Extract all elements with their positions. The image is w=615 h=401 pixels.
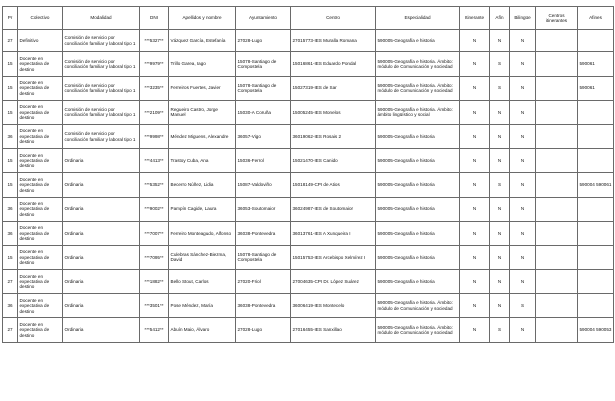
cell-afin: N — [490, 245, 510, 269]
cell-afin: S — [490, 76, 510, 100]
cell-afin: N — [490, 197, 510, 221]
cell-centros-itinerantes — [536, 197, 578, 221]
cell-centro: 15005245-IES Monelos — [291, 100, 376, 124]
cell-colectivo: Docente en expectativa de destino — [18, 197, 63, 221]
cell-afin: S — [490, 173, 510, 197]
cell-ayuntamiento: 27020-Friol — [236, 270, 291, 294]
column-header-centros-itinerantes: Centros itinerantes — [536, 7, 578, 30]
cell-dni: ***5412** — [140, 318, 169, 342]
cell-ayuntamiento: 36038-Pontevedra — [236, 294, 291, 318]
cell-itinerante: N — [460, 100, 490, 124]
table-row — [3, 197, 614, 221]
cell-colectivo: Docente en expectativa de destino — [18, 149, 63, 173]
cell-dni: ***7007** — [140, 221, 169, 245]
cell-colectivo: Docente en expectativa de destino — [18, 52, 63, 76]
cell-pr: 15 — [3, 245, 18, 269]
cell-dni: ***5352** — [140, 173, 169, 197]
cell-centro: 15027319-IES de Sar — [291, 76, 376, 100]
cell-modalidad: Ordinaria — [63, 149, 140, 173]
cell-centros-itinerantes — [536, 173, 578, 197]
cell-dni: ***9998** — [140, 124, 169, 148]
cell-afines — [578, 221, 614, 245]
table-row — [3, 270, 614, 294]
cell-afines — [578, 270, 614, 294]
cell-colectivo: Docente en expectativa de destino — [18, 221, 63, 245]
cell-afines — [578, 149, 614, 173]
header-row — [3, 7, 614, 30]
cell-afines — [578, 197, 614, 221]
cell-centro: 36006419-IES Montecelo — [291, 294, 376, 318]
cell-ayuntamiento: 36053-Soutomaior — [236, 197, 291, 221]
cell-afin: N — [490, 221, 510, 245]
table-row — [3, 294, 614, 318]
cell-pr: 36 — [3, 221, 18, 245]
cell-modalidad: Ordinaria — [63, 270, 140, 294]
column-header-modalidad: Modalidad — [63, 7, 140, 30]
cell-especialidad: 590005-Geografía e historia. Ámbito: módulo de Comunicación y sociedad — [376, 76, 460, 100]
cell-apellidos-nombre: Abuín Maio, Álvaro — [169, 318, 236, 342]
cell-ayuntamiento: 15078-Santiago de Compostela — [236, 52, 291, 76]
table-row — [3, 30, 614, 52]
cell-itinerante: N — [460, 294, 490, 318]
table-row — [3, 100, 614, 124]
cell-bilingue: N — [510, 76, 536, 100]
cell-itinerante: N — [460, 149, 490, 173]
cell-apellidos-nombre: Ferreiros Fuertes, Javier — [169, 76, 236, 100]
cell-ayuntamiento: 15078-Santiago de Compostela — [236, 245, 291, 269]
cell-especialidad: 590005-Geografía e historia — [376, 30, 460, 52]
column-header-bilingue: Bilingüe — [510, 7, 536, 30]
column-header-afines: Afines — [578, 7, 614, 30]
cell-colectivo: Docente en expectativa de destino — [18, 76, 63, 100]
cell-apellidos-nombre: Regueiro Castro, Jorge Manuel — [169, 100, 236, 124]
cell-apellidos-nombre: Culebras Sánchez-Biezma, David — [169, 245, 236, 269]
cell-pr: 15 — [3, 52, 18, 76]
cell-centro: 15018149-CPI de Atios — [291, 173, 376, 197]
table-row — [3, 76, 614, 100]
cell-modalidad: Comisión de servicio por conciliación familiar y laboral tipo 1 — [63, 76, 140, 100]
cell-centros-itinerantes — [536, 149, 578, 173]
cell-bilingue: N — [510, 318, 536, 342]
cell-bilingue: N — [510, 100, 536, 124]
cell-pr: 27 — [3, 270, 18, 294]
cell-itinerante: N — [460, 76, 490, 100]
table-row — [3, 221, 614, 245]
cell-ayuntamiento: 15078-Santiago de Compostela — [236, 76, 291, 100]
cell-pr: 27 — [3, 318, 18, 342]
cell-dni: ***3235** — [140, 76, 169, 100]
cell-dni: ***9002** — [140, 197, 169, 221]
cell-centro: 36019062-IES Rosais 2 — [291, 124, 376, 148]
column-header-pr: Pr — [3, 7, 18, 30]
cell-modalidad: Ordinaria — [63, 318, 140, 342]
cell-afin: N — [490, 149, 510, 173]
cell-bilingue: S — [510, 294, 536, 318]
cell-afin: N — [490, 270, 510, 294]
cell-afin: N — [490, 100, 510, 124]
cell-modalidad: Comisión de servicio por conciliación familiar y laboral tipo 1 — [63, 52, 140, 76]
cell-centro: 36013761-IES A Xunqueira I — [291, 221, 376, 245]
cell-bilingue: N — [510, 124, 536, 148]
cell-itinerante: N — [460, 270, 490, 294]
cell-itinerante: N — [460, 30, 490, 52]
cell-apellidos-nombre: Bello Stout, Carlos — [169, 270, 236, 294]
cell-apellidos-nombre: Trillo Garea, Iago — [169, 52, 236, 76]
cell-ayuntamiento: 15087-Valdoviño — [236, 173, 291, 197]
cell-colectivo: Docente en expectativa de destino — [18, 270, 63, 294]
cell-dni: ***4413** — [140, 149, 169, 173]
cell-dni: ***3501** — [140, 294, 169, 318]
cell-itinerante: N — [460, 318, 490, 342]
table-row — [3, 149, 614, 173]
table-row — [3, 173, 614, 197]
column-header-colectivo: Colectivo — [18, 7, 63, 30]
cell-especialidad: 590005-Geografía e historia. Ámbito: módulo de Comunicación y sociedad — [376, 294, 460, 318]
cell-pr: 36 — [3, 197, 18, 221]
cell-afines — [578, 30, 614, 52]
cell-afin: N — [490, 294, 510, 318]
cell-bilingue: N — [510, 221, 536, 245]
cell-pr: 15 — [3, 149, 18, 173]
cell-pr: 15 — [3, 100, 18, 124]
cell-afin: N — [490, 124, 510, 148]
cell-modalidad: Ordinaria — [63, 197, 140, 221]
cell-centro: 27015773-IES Muralla Romana — [291, 30, 376, 52]
cell-modalidad: Ordinaria — [63, 221, 140, 245]
cell-centro: 27016455-IES Sanxillao — [291, 318, 376, 342]
cell-dni: ***5327** — [140, 30, 169, 52]
cell-centros-itinerantes — [536, 270, 578, 294]
cell-modalidad: Comisión de servicio por conciliación familiar y laboral tipo 1 — [63, 100, 140, 124]
cell-bilingue: N — [510, 173, 536, 197]
cell-dni: ***7095** — [140, 245, 169, 269]
cell-bilingue: N — [510, 149, 536, 173]
cell-ayuntamiento: 15036-Ferrol — [236, 149, 291, 173]
column-header-especialidad: Especialidad — [376, 7, 460, 30]
cell-especialidad: 590005-Geografía e historia — [376, 124, 460, 148]
cell-itinerante: N — [460, 124, 490, 148]
cell-modalidad: Comisión de servicio por conciliación familiar y laboral tipo 1 — [63, 124, 140, 148]
cell-especialidad: 590005-Geografía e historia. Ámbito: módulo de Comunicación y sociedad — [376, 318, 460, 342]
cell-colectivo: Docente en expectativa de destino — [18, 173, 63, 197]
cell-itinerante: N — [460, 52, 490, 76]
cell-colectivo: Docente en expectativa de destino — [18, 294, 63, 318]
cell-apellidos-nombre: Méndez Miguens, Alexandre — [169, 124, 236, 148]
cell-afin: S — [490, 318, 510, 342]
cell-centro: 15021470-IES Canido — [291, 149, 376, 173]
cell-especialidad: 590005-Geografía e historia. Ámbito: módulo de Comunicación y sociedad — [376, 52, 460, 76]
cell-especialidad: 590005-Geografía e historia — [376, 245, 460, 269]
table-body — [3, 30, 614, 342]
cell-centros-itinerantes — [536, 294, 578, 318]
table-row — [3, 245, 614, 269]
cell-dni: ***2109** — [140, 100, 169, 124]
cell-apellidos-nombre: Trastoy Cuba, Ana — [169, 149, 236, 173]
cell-itinerante: N — [460, 173, 490, 197]
cell-especialidad: 590005-Geografía e historia — [376, 149, 460, 173]
cell-pr: 36 — [3, 124, 18, 148]
cell-ayuntamiento: 36057-Vigo — [236, 124, 291, 148]
cell-centro: 15015753-IES Arcebispo Xelmírez I — [291, 245, 376, 269]
cell-centros-itinerantes — [536, 76, 578, 100]
cell-afines: 590061 — [578, 76, 614, 100]
cell-centros-itinerantes — [536, 100, 578, 124]
cell-centros-itinerantes — [536, 124, 578, 148]
cell-colectivo: Docente en expectativa de destino — [18, 318, 63, 342]
cell-pr: 15 — [3, 173, 18, 197]
cell-centros-itinerantes — [536, 52, 578, 76]
cell-ayuntamiento: 27028-Lugo — [236, 30, 291, 52]
cell-afines — [578, 245, 614, 269]
cell-centros-itinerantes — [536, 245, 578, 269]
cell-afin: S — [490, 52, 510, 76]
cell-itinerante: N — [460, 197, 490, 221]
cell-afin: N — [490, 30, 510, 52]
cell-apellidos-nombre: Pose Méndez, María — [169, 294, 236, 318]
cell-dni: ***9979** — [140, 52, 169, 76]
cell-itinerante: N — [460, 221, 490, 245]
cell-afines: 590061 — [578, 52, 614, 76]
column-header-apellidos-nombre: Apellidos y nombre — [169, 7, 236, 30]
cell-especialidad: 590005-Geografía e historia — [376, 270, 460, 294]
cell-centro: 27004635-CPI Dr. López Suárez — [291, 270, 376, 294]
cell-especialidad: 590005-Geografía e historia — [376, 221, 460, 245]
cell-afines: 590004 590053 — [578, 318, 614, 342]
table-row — [3, 124, 614, 148]
cell-afines — [578, 124, 614, 148]
cell-afines — [578, 294, 614, 318]
column-header-afin: Afín — [490, 7, 510, 30]
cell-apellidos-nombre: Becerro Núñez, Lidia — [169, 173, 236, 197]
cell-centros-itinerantes — [536, 221, 578, 245]
cell-pr: 15 — [3, 76, 18, 100]
cell-apellidos-nombre: Ferreiro Monteagudo, Alfonso — [169, 221, 236, 245]
cell-especialidad: 590005-Geografía e historia. Ámbito: ámbito lingüístico y social — [376, 100, 460, 124]
cell-centros-itinerantes — [536, 30, 578, 52]
cell-pr: 36 — [3, 294, 18, 318]
column-header-dni: DNI — [140, 7, 169, 30]
cell-modalidad: Ordinaria — [63, 173, 140, 197]
cell-apellidos-nombre: Vázquez García, Estefanía — [169, 30, 236, 52]
cell-apellidos-nombre: Pampín Cagide, Laura — [169, 197, 236, 221]
assignments-table — [2, 6, 614, 343]
cell-modalidad: Ordinaria — [63, 245, 140, 269]
cell-centros-itinerantes — [536, 318, 578, 342]
cell-centro: 15016861-IES Eduardo Pondal — [291, 52, 376, 76]
cell-ayuntamiento: 36038-Pontevedra — [236, 221, 291, 245]
cell-bilingue: N — [510, 30, 536, 52]
cell-especialidad: 590005-Geografía e historia — [376, 197, 460, 221]
cell-colectivo: Docente en expectativa de destino — [18, 124, 63, 148]
cell-modalidad: Comisión de servicio por conciliación familiar y laboral tipo 1 — [63, 30, 140, 52]
cell-colectivo: Docente en expectativa de destino — [18, 100, 63, 124]
cell-centro: 36024987-IES de Soutomaior — [291, 197, 376, 221]
column-header-ayuntamiento: Ayuntamiento — [236, 7, 291, 30]
cell-dni: ***1882** — [140, 270, 169, 294]
cell-bilingue: N — [510, 197, 536, 221]
cell-afines: 590004 590061 — [578, 173, 614, 197]
column-header-centro: Centro — [291, 7, 376, 30]
cell-bilingue: N — [510, 270, 536, 294]
cell-ayuntamiento: 15030-A Coruña — [236, 100, 291, 124]
cell-colectivo: Docente en expectativa de destino — [18, 245, 63, 269]
cell-especialidad: 590005-Geografía e historia — [376, 173, 460, 197]
cell-ayuntamiento: 27028-Lugo — [236, 318, 291, 342]
cell-itinerante: N — [460, 245, 490, 269]
table-row — [3, 318, 614, 342]
cell-colectivo: Definitivo — [18, 30, 63, 52]
column-header-itinerante: Itinerante — [460, 7, 490, 30]
cell-pr: 27 — [3, 30, 18, 52]
cell-modalidad: Ordinaria — [63, 294, 140, 318]
cell-afines — [578, 100, 614, 124]
table-row — [3, 52, 614, 76]
cell-bilingue: N — [510, 245, 536, 269]
cell-bilingue: N — [510, 52, 536, 76]
